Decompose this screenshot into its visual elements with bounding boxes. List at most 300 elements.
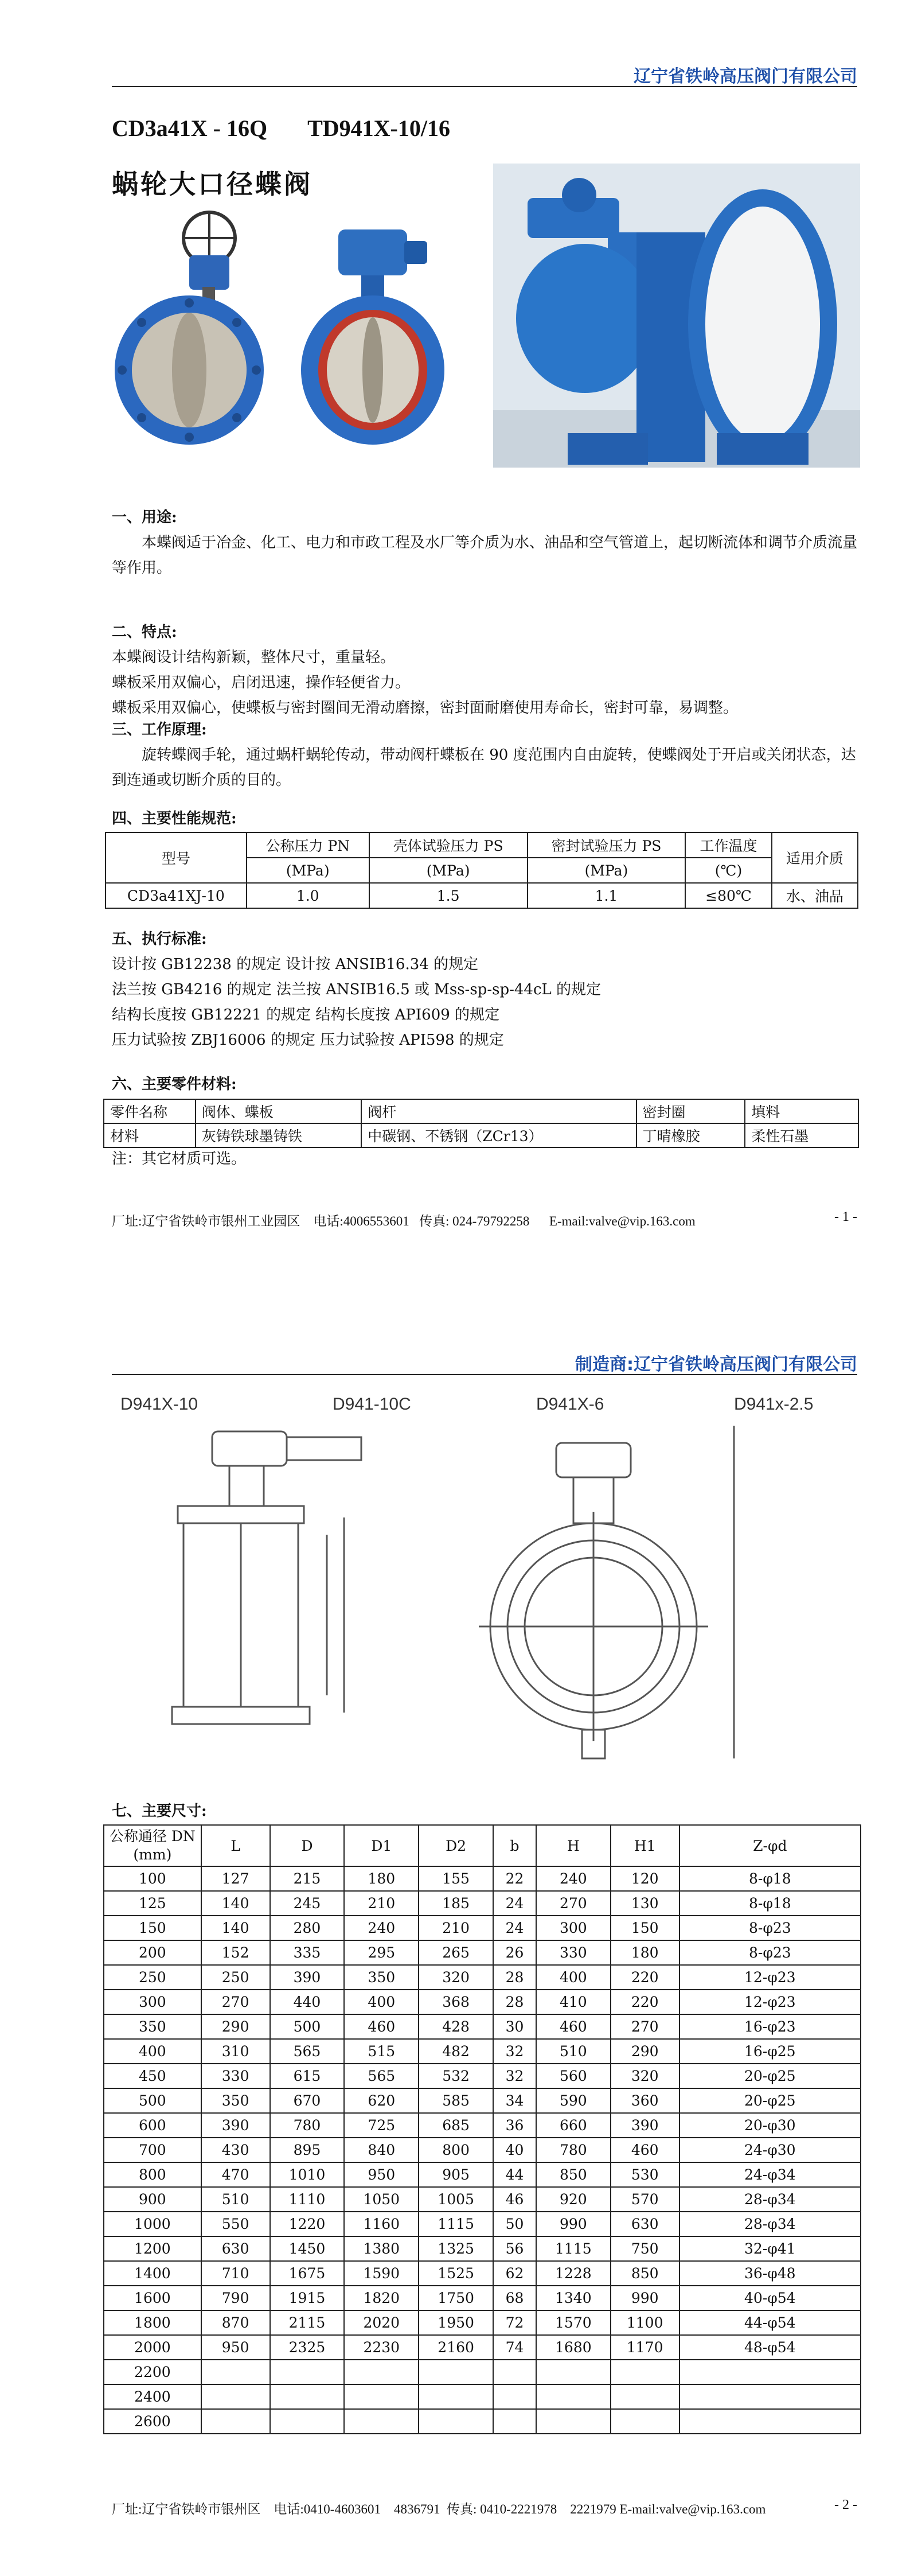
- th: D: [270, 1825, 345, 1866]
- table-cell: 1220: [270, 2212, 345, 2236]
- feature-line: 蝶板采用双偏心，启闭迅速，操作轻便省力。: [112, 674, 411, 691]
- cell: ≤80℃: [685, 883, 771, 908]
- table-cell: 220: [611, 1990, 679, 2014]
- table-cell: 48-φ54: [679, 2335, 861, 2360]
- table-cell: [344, 2409, 419, 2434]
- table-cell: 428: [419, 2014, 493, 2039]
- table-cell: 1115: [536, 2236, 611, 2261]
- page-2: [0, 1288, 910, 2576]
- table-cell: 26: [493, 1940, 536, 1965]
- cell: 中碳钢、不锈钢（ZCr13）: [361, 1123, 636, 1147]
- table-cell: 2200: [104, 2360, 201, 2384]
- cell: 1.1: [528, 883, 686, 908]
- table-cell: 150: [611, 1916, 679, 1940]
- table-cell: 2325: [270, 2335, 345, 2360]
- table-cell: 8-φ18: [679, 1891, 861, 1916]
- table-cell: [536, 2360, 611, 2384]
- table-cell: 1115: [419, 2212, 493, 2236]
- table-cell: 250: [104, 1965, 201, 1990]
- table-cell: 532: [419, 2064, 493, 2088]
- table-cell: 1380: [344, 2236, 419, 2261]
- table-row: [104, 2014, 861, 2039]
- materials-heading: 六、主要零件材料:: [112, 1076, 237, 1093]
- table-row: [104, 2335, 861, 2360]
- table-cell: 125: [104, 1891, 201, 1916]
- table-cell: 460: [536, 2014, 611, 2039]
- table-cell: 990: [536, 2212, 611, 2236]
- table-cell: 660: [536, 2113, 611, 2138]
- table-row: [104, 1965, 861, 1990]
- table-cell: [201, 2409, 270, 2434]
- table-cell: 28-φ34: [679, 2187, 861, 2212]
- table-cell: 400: [104, 2039, 201, 2064]
- unit-cell: (℃): [685, 858, 771, 883]
- dimensions-table: [103, 1824, 861, 2434]
- table-cell: 290: [201, 2014, 270, 2039]
- table-cell: 300: [104, 1990, 201, 2014]
- table-cell: 500: [104, 2088, 201, 2113]
- table-cell: 1000: [104, 2212, 201, 2236]
- table-cell: 270: [611, 2014, 679, 2039]
- table-cell: 210: [344, 1891, 419, 1916]
- table-cell: 1820: [344, 2286, 419, 2310]
- table-cell: [419, 2409, 493, 2434]
- drawing-label: D941-10C: [333, 1395, 411, 1414]
- table-cell: 220: [611, 1965, 679, 1990]
- product-title: 蜗轮大口径蝶阀: [112, 169, 313, 200]
- table-cell: 72: [493, 2310, 536, 2335]
- standard-line: 设计按 GB12238 的规定 设计按 ANSIB16.34 的规定: [112, 956, 479, 973]
- table-cell: 46: [493, 2187, 536, 2212]
- table-cell: 670: [270, 2088, 345, 2113]
- table-cell: 1915: [270, 2286, 345, 2310]
- cell: 材料: [104, 1123, 196, 1147]
- th-dn: 公称通径 DN (mm): [104, 1825, 201, 1866]
- table-cell: 500: [270, 2014, 345, 2039]
- table-cell: 1325: [419, 2236, 493, 2261]
- table-cell: 24-φ30: [679, 2138, 861, 2162]
- table-cell: 780: [536, 2138, 611, 2162]
- table-row: [104, 2088, 861, 2113]
- table-cell: 1570: [536, 2310, 611, 2335]
- table-cell: 350: [344, 1965, 419, 1990]
- table-cell: 32: [493, 2039, 536, 2064]
- table-cell: 20-φ30: [679, 2113, 861, 2138]
- table-cell: 905: [419, 2162, 493, 2187]
- table-cell: 2160: [419, 2335, 493, 2360]
- footer-address: 厂址:辽宁省铁岭市银州工业园区 电话:4006553601 传真: 024-79792258 E-mail:valve@vip.163.com: [112, 1214, 696, 1228]
- table-cell: [536, 2409, 611, 2434]
- table-cell: 335: [270, 1940, 345, 1965]
- table-cell: 265: [419, 1940, 493, 1965]
- table-cell: 155: [419, 1866, 493, 1891]
- table-row: [104, 1916, 861, 1940]
- table-cell: 1590: [344, 2261, 419, 2286]
- cell: 丁晴橡胶: [636, 1123, 745, 1147]
- table-cell: 270: [201, 1990, 270, 2014]
- th-pn: 公称压力 PN: [247, 832, 369, 858]
- table-cell: 34: [493, 2088, 536, 2113]
- header-rule: [112, 1374, 857, 1375]
- table-cell: 450: [104, 2064, 201, 2088]
- front-view-drawing: [479, 1426, 734, 1758]
- table-cell: 200: [104, 1940, 201, 1965]
- table-cell: [611, 2384, 679, 2409]
- unit-cell: (MPa): [247, 858, 369, 883]
- table-cell: 8-φ23: [679, 1940, 861, 1965]
- drawing-label: D941X-6: [536, 1395, 604, 1414]
- table-row: [104, 2039, 861, 2064]
- table-cell: 530: [611, 2162, 679, 2187]
- footer-address: 厂址:辽宁省铁岭市银州区 电话:0410-4603601 4836791 传真: 0410-2221978 2221979 E-mail:valve@vip.163.com: [112, 2502, 766, 2516]
- table-cell: 140: [201, 1891, 270, 1916]
- table-cell: 140: [201, 1916, 270, 1940]
- th: b: [493, 1825, 536, 1866]
- materials-note: 注：其它材质可选。: [112, 1150, 247, 1168]
- table-cell: 32: [493, 2064, 536, 2088]
- cell: 水、油品: [772, 883, 858, 908]
- table-cell: 180: [611, 1940, 679, 1965]
- table-cell: 2115: [270, 2310, 345, 2335]
- table-cell: 1800: [104, 2310, 201, 2335]
- table-row: [104, 1891, 861, 1916]
- table-cell: [344, 2360, 419, 2384]
- table-cell: 470: [201, 2162, 270, 2187]
- table-cell: [419, 2360, 493, 2384]
- unit-cell: (MPa): [369, 858, 528, 883]
- table-cell: 590: [536, 2088, 611, 2113]
- photo-large-worm-valve: [493, 164, 860, 468]
- table-row: [104, 2138, 861, 2162]
- standard-line: 法兰按 GB4216 的规定 法兰按 ANSIB16.5 或 Mss-sp-sp-44cL 的规定: [112, 981, 602, 998]
- cell: 1.0: [247, 883, 369, 908]
- feature-line: 本蝶阀设计结构新颖，整体尺寸，重量轻。: [112, 649, 396, 666]
- table-cell: 32-φ41: [679, 2236, 861, 2261]
- table-cell: 565: [344, 2064, 419, 2088]
- table-row: [104, 2064, 861, 2088]
- table-cell: 1160: [344, 2212, 419, 2236]
- table-row: [104, 2360, 861, 2384]
- table-cell: 685: [419, 2113, 493, 2138]
- table-cell: 350: [201, 2088, 270, 2113]
- table-cell: 1170: [611, 2335, 679, 2360]
- th: D2: [419, 1825, 493, 1866]
- table-row: [104, 2212, 861, 2236]
- table-row: [104, 1940, 861, 1965]
- table-row: [104, 1990, 861, 2014]
- cell: 阀杆: [361, 1099, 636, 1123]
- principle-text: 旋转蝶阀手轮，通过蜗杆蜗轮传动，带动阀杆蝶板在 90 度范围内自由旋转，使蝶阀处于开启或关闭状态，达到连通或切断介质的目的。: [112, 746, 856, 789]
- table-cell: 1110: [270, 2187, 345, 2212]
- cell: 柔性石墨: [745, 1123, 858, 1147]
- technical-drawing: [109, 1386, 860, 1787]
- photo-manual-valve: [109, 207, 275, 448]
- th-seal: 密封试验压力 PS: [528, 832, 686, 858]
- table-cell: [679, 2409, 861, 2434]
- table-cell: 24-φ34: [679, 2162, 861, 2187]
- standard-line: 压力试验按 ZBJ16006 的规定 压力试验按 API598 的规定: [112, 1032, 504, 1049]
- table-row: [104, 2236, 861, 2261]
- table-cell: 510: [536, 2039, 611, 2064]
- table-cell: 1050: [344, 2187, 419, 2212]
- table-cell: 36: [493, 2113, 536, 2138]
- table-cell: 30: [493, 2014, 536, 2039]
- table-cell: 1100: [611, 2310, 679, 2335]
- table-cell: [344, 2384, 419, 2409]
- table-cell: 1005: [419, 2187, 493, 2212]
- table-cell: 800: [104, 2162, 201, 2187]
- table-cell: [201, 2360, 270, 2384]
- table-cell: 950: [201, 2335, 270, 2360]
- table-cell: 8-φ18: [679, 1866, 861, 1891]
- table-cell: 390: [270, 1965, 345, 1990]
- header-rule: [112, 86, 857, 87]
- table-cell: 40-φ54: [679, 2286, 861, 2310]
- table-cell: 1340: [536, 2286, 611, 2310]
- table-cell: 250: [201, 1965, 270, 1990]
- table-cell: 585: [419, 2088, 493, 2113]
- th-medium: 适用介质: [772, 832, 858, 883]
- table-cell: [611, 2360, 679, 2384]
- table-cell: 460: [344, 2014, 419, 2039]
- table-cell: 850: [536, 2162, 611, 2187]
- table-cell: 2230: [344, 2335, 419, 2360]
- cell: 密封圈: [636, 1099, 745, 1123]
- table-cell: 12-φ23: [679, 1965, 861, 1990]
- table-row: [104, 2310, 861, 2335]
- table-cell: [493, 2384, 536, 2409]
- table-cell: 1675: [270, 2261, 345, 2286]
- table-cell: 44: [493, 2162, 536, 2187]
- table-cell: 152: [201, 1940, 270, 1965]
- table-cell: 565: [270, 2039, 345, 2064]
- page-number: - 2 -: [834, 2497, 857, 2512]
- table-cell: [270, 2360, 345, 2384]
- table-cell: 295: [344, 1940, 419, 1965]
- table-cell: [493, 2409, 536, 2434]
- table-cell: 22: [493, 1866, 536, 1891]
- cell: 1.5: [369, 883, 528, 908]
- table-cell: 1450: [270, 2236, 345, 2261]
- cell: 阀体、蝶板: [196, 1099, 362, 1123]
- table-cell: 24: [493, 1916, 536, 1940]
- table-cell: 215: [270, 1866, 345, 1891]
- table-cell: 850: [611, 2261, 679, 2286]
- principle-heading: 三、工作原理:: [112, 721, 207, 738]
- photo-electric-valve: [298, 224, 459, 448]
- table-cell: 1680: [536, 2335, 611, 2360]
- table-row: [104, 2261, 861, 2286]
- table-cell: 210: [419, 1916, 493, 1940]
- table-cell: 725: [344, 2113, 419, 2138]
- table-cell: 550: [201, 2212, 270, 2236]
- table-cell: 16-φ25: [679, 2039, 861, 2064]
- table-cell: 2400: [104, 2384, 201, 2409]
- table-cell: 130: [611, 1891, 679, 1916]
- table-row: [104, 1099, 858, 1123]
- table-cell: 630: [611, 2212, 679, 2236]
- table-cell: 790: [201, 2286, 270, 2310]
- table-cell: 240: [536, 1866, 611, 1891]
- table-cell: [270, 2409, 345, 2434]
- table-cell: [611, 2409, 679, 2434]
- table-cell: 630: [201, 2236, 270, 2261]
- table-cell: 870: [201, 2310, 270, 2335]
- standards-heading: 五、执行标准:: [112, 931, 207, 948]
- purpose-heading: 一、用途:: [112, 509, 177, 526]
- table-cell: 44-φ54: [679, 2310, 861, 2335]
- table-cell: 127: [201, 1866, 270, 1891]
- table-row: [104, 2409, 861, 2434]
- table-cell: 390: [611, 2113, 679, 2138]
- materials-table: [103, 1099, 859, 1148]
- table-cell: 1950: [419, 2310, 493, 2335]
- drawing-label: D941x-2.5: [734, 1395, 814, 1414]
- table-cell: 1400: [104, 2261, 201, 2286]
- unit-cell: (MPa): [528, 858, 686, 883]
- table-cell: 56: [493, 2236, 536, 2261]
- table-cell: 710: [201, 2261, 270, 2286]
- section-principle: [112, 717, 857, 793]
- th-shell: 壳体试验压力 PS: [369, 832, 528, 858]
- table-row: [104, 2384, 861, 2409]
- table-cell: 615: [270, 2064, 345, 2088]
- table-row: [104, 2162, 861, 2187]
- table-cell: 700: [104, 2138, 201, 2162]
- table-cell: 482: [419, 2039, 493, 2064]
- table-cell: 68: [493, 2286, 536, 2310]
- table-cell: 2020: [344, 2310, 419, 2335]
- table-cell: [201, 2384, 270, 2409]
- table-cell: 50: [493, 2212, 536, 2236]
- table-cell: 410: [536, 1990, 611, 2014]
- table-cell: 245: [270, 1891, 345, 1916]
- table-cell: 320: [611, 2064, 679, 2088]
- purpose-text: 本蝶阀适于冶金、化工、电力和市政工程及水厂等介质为水、油品和空气管道上，起切断流体和调节介质流量等作用。: [112, 534, 858, 577]
- table-cell: 28: [493, 1965, 536, 1990]
- table-cell: 20-φ25: [679, 2088, 861, 2113]
- table-cell: 400: [344, 1990, 419, 2014]
- table-cell: 350: [104, 2014, 201, 2039]
- drawing-label: D941X-10: [120, 1395, 198, 1414]
- table-cell: 600: [104, 2113, 201, 2138]
- model-numbers: [112, 115, 450, 142]
- table-cell: 290: [611, 2039, 679, 2064]
- table-cell: 1228: [536, 2261, 611, 2286]
- table-cell: 28: [493, 1990, 536, 2014]
- cell: CD3a41XJ-10: [106, 883, 247, 908]
- table-cell: 390: [201, 2113, 270, 2138]
- table-cell: 1200: [104, 2236, 201, 2261]
- table-cell: 750: [611, 2236, 679, 2261]
- company-name: 辽宁省铁岭高压阀门有限公司: [634, 67, 857, 87]
- table-cell: 430: [201, 2138, 270, 2162]
- table-cell: 990: [611, 2286, 679, 2310]
- table-cell: 8-φ23: [679, 1916, 861, 1940]
- th-temp: 工作温度: [685, 832, 771, 858]
- performance-heading: 四、主要性能规范:: [112, 810, 237, 827]
- table-cell: 1750: [419, 2286, 493, 2310]
- section-features: [112, 620, 857, 721]
- table-cell: [679, 2384, 861, 2409]
- features-heading: 二、特点:: [112, 624, 177, 641]
- table-row: [104, 1866, 861, 1891]
- feature-line: 蝶板采用双偏心，使蝶板与密封圈间无滑动磨擦，密封面耐磨使用寿命长，密封可靠，易调整。: [112, 699, 739, 717]
- dims-heading: 七、主要尺寸:: [112, 1803, 207, 1820]
- table-cell: 100: [104, 1866, 201, 1891]
- table-cell: 320: [419, 1965, 493, 1990]
- table-cell: 570: [611, 2187, 679, 2212]
- model-b: TD941X-10/16: [307, 115, 450, 141]
- table-cell: [493, 2360, 536, 2384]
- table-cell: 12-φ23: [679, 1990, 861, 2014]
- table-cell: 16-φ23: [679, 2014, 861, 2039]
- table-cell: 185: [419, 1891, 493, 1916]
- cell: 零件名称: [104, 1099, 196, 1123]
- table-row: [106, 883, 858, 908]
- table-cell: 120: [611, 1866, 679, 1891]
- table-cell: 240: [344, 1916, 419, 1940]
- cell: 填料: [745, 1099, 858, 1123]
- table-cell: 36-φ48: [679, 2261, 861, 2286]
- table-cell: 900: [104, 2187, 201, 2212]
- table-cell: 270: [536, 1891, 611, 1916]
- table-cell: 800: [419, 2138, 493, 2162]
- table-cell: 560: [536, 2064, 611, 2088]
- table-cell: 280: [270, 1916, 345, 1940]
- table-cell: 368: [419, 1990, 493, 2014]
- th: H1: [611, 1825, 679, 1866]
- th: D1: [344, 1825, 419, 1866]
- table-header-row: [104, 1825, 861, 1866]
- table-cell: 950: [344, 2162, 419, 2187]
- table-cell: 360: [611, 2088, 679, 2113]
- table-cell: 1600: [104, 2286, 201, 2310]
- table-row: [104, 2113, 861, 2138]
- table-cell: 515: [344, 2039, 419, 2064]
- page-number: - 1 -: [834, 1209, 857, 1224]
- performance-table: [105, 832, 858, 909]
- table-cell: 28-φ34: [679, 2212, 861, 2236]
- table-cell: [679, 2360, 861, 2384]
- table-cell: 2000: [104, 2335, 201, 2360]
- table-cell: 620: [344, 2088, 419, 2113]
- table-cell: 40: [493, 2138, 536, 2162]
- table-cell: 310: [201, 2039, 270, 2064]
- table-cell: 24: [493, 1891, 536, 1916]
- table-cell: [536, 2384, 611, 2409]
- section-standards: [112, 927, 857, 1053]
- table-cell: 440: [270, 1990, 345, 2014]
- table-cell: 1525: [419, 2261, 493, 2286]
- table-cell: [419, 2384, 493, 2409]
- table-row: [104, 2187, 861, 2212]
- table-row: [104, 2286, 861, 2310]
- model-a: CD3a41X - 16Q: [112, 115, 268, 141]
- table-cell: 330: [536, 1940, 611, 1965]
- table-cell: 330: [201, 2064, 270, 2088]
- cell: 灰铸铁球墨铸铁: [196, 1123, 362, 1147]
- th: H: [536, 1825, 611, 1866]
- table-cell: 300: [536, 1916, 611, 1940]
- table-cell: [270, 2384, 345, 2409]
- table-cell: 460: [611, 2138, 679, 2162]
- table-row: [106, 832, 858, 858]
- table-cell: 1010: [270, 2162, 345, 2187]
- table-cell: 510: [201, 2187, 270, 2212]
- table-cell: 400: [536, 1965, 611, 1990]
- table-row: [104, 1123, 858, 1147]
